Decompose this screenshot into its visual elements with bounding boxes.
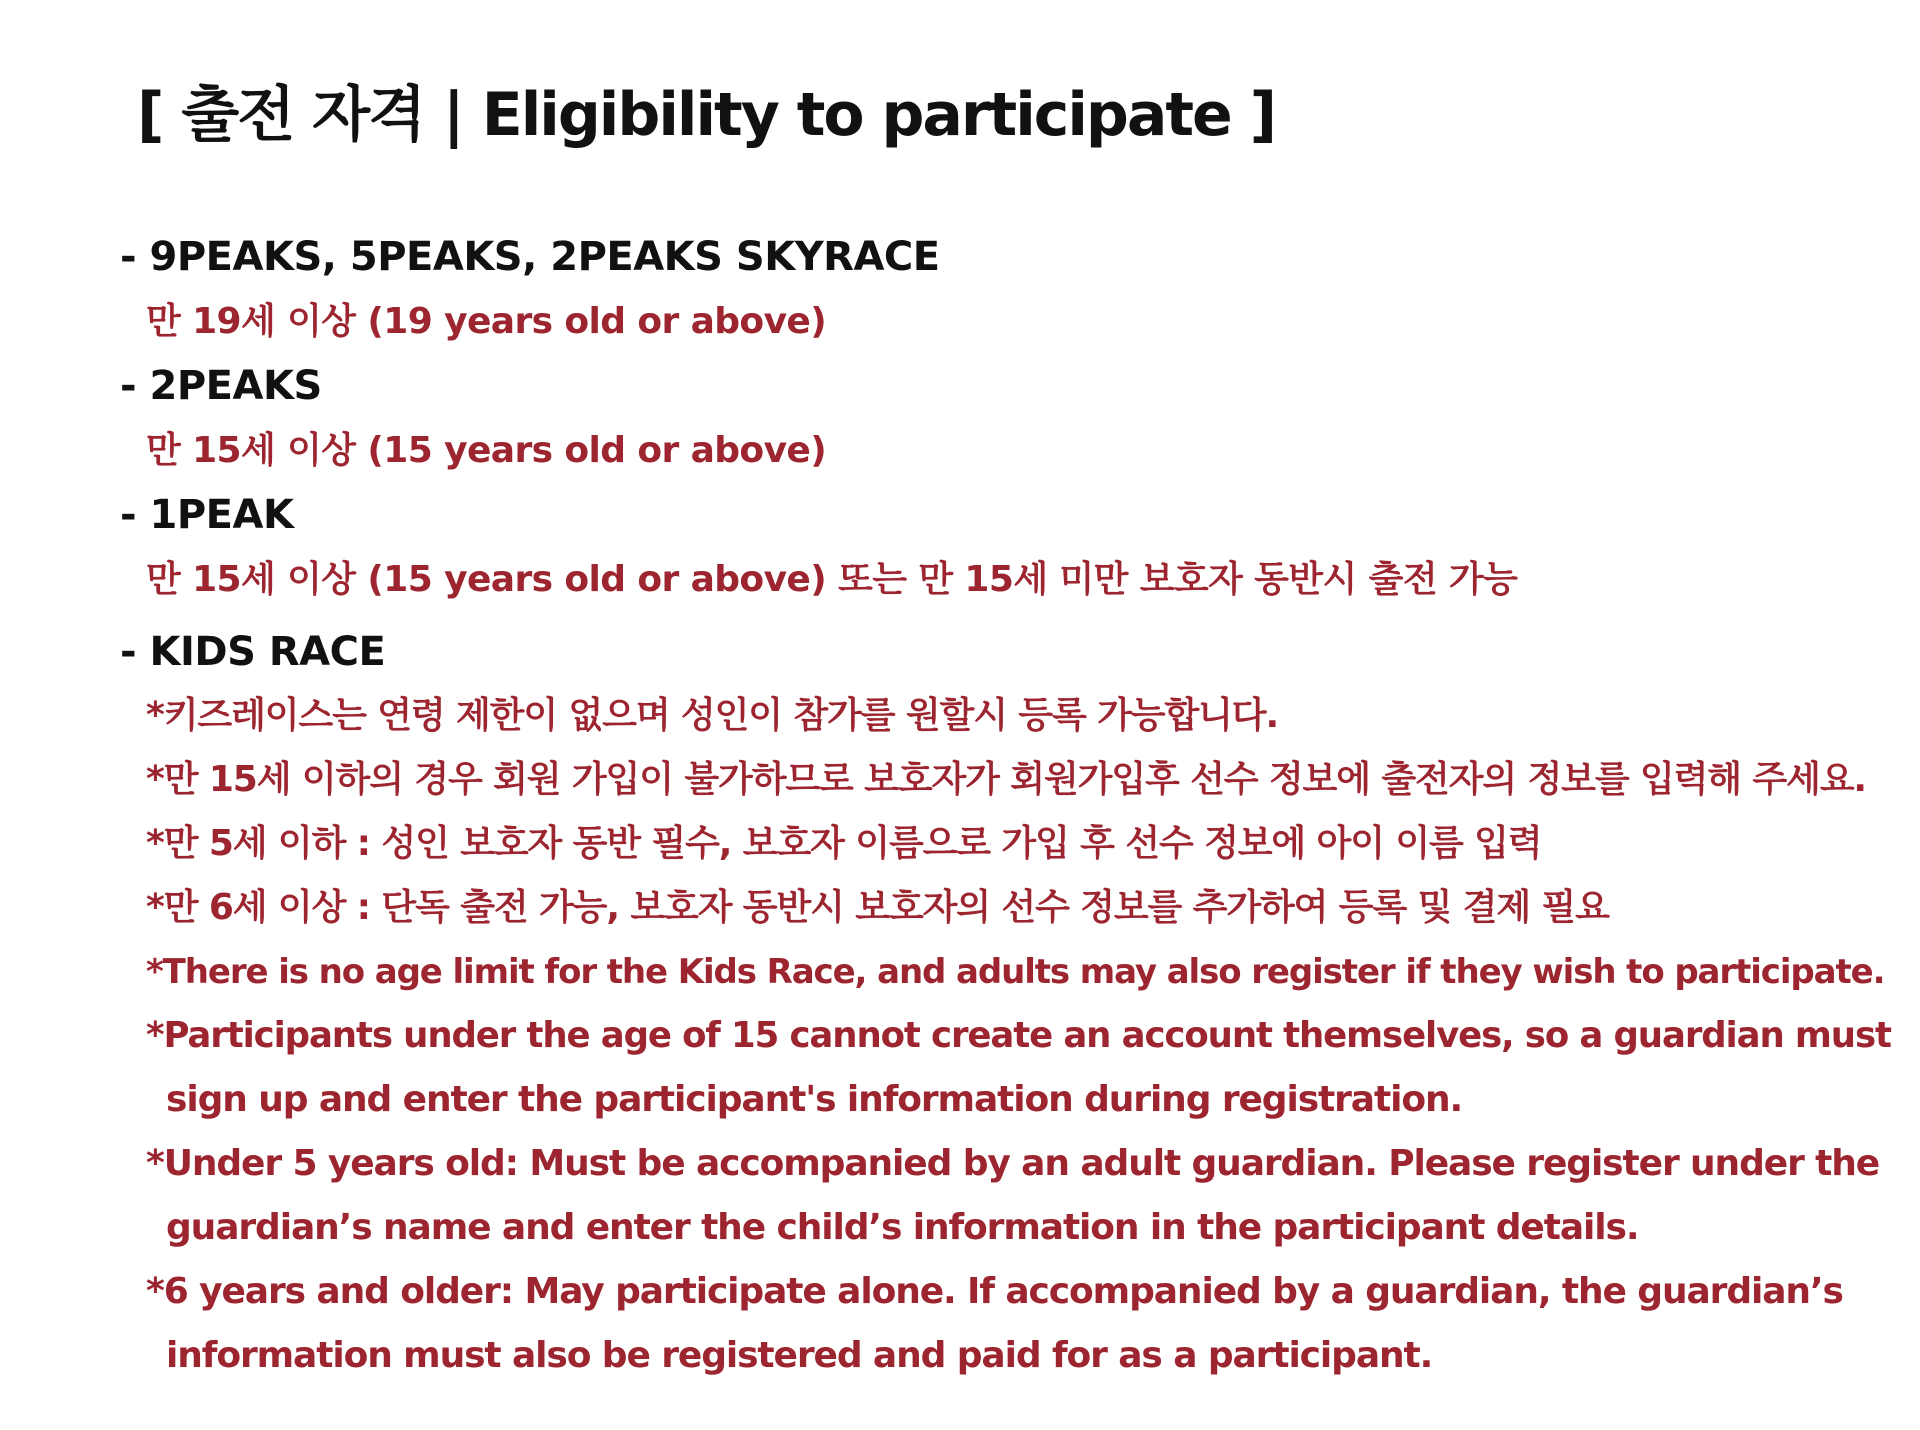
kids-note-ko-under-5: *만 5세 이하 : 성인 보호자 동반 필수, 보호자 이름으로 가입 후 선수 정보에 아이 이름 입력 xyxy=(146,823,1542,864)
kids-note-en-over-6: *6 years and older: May participate alone. If accompanied by a guardian, the guardian’s xyxy=(146,1271,1843,1312)
section-title: [ 출전 자격 | Eligibility to participate ] xyxy=(137,80,1276,150)
kids-note-en-under-5: *Under 5 years old: Must be accompanied by an adult guardian. Please register under the xyxy=(146,1143,1880,1184)
category-heading-2peaks: - 2PEAKS xyxy=(120,363,322,409)
kids-note-en-under-15-cont: sign up and enter the participant's information during registration. xyxy=(166,1079,1463,1120)
kids-note-en-under-15: *Participants under the age of 15 cannot create an account themselves, so a guardian must xyxy=(146,1015,1891,1056)
category-heading-1peak: - 1PEAK xyxy=(120,492,294,538)
kids-note-ko-under-15: *만 15세 이하의 경우 회원 가입이 불가하므로 보호자가 회원가입후 선수 정보에 출전자의 정보를 입력해 주세요. xyxy=(146,759,1867,800)
kids-note-ko-age-limit: *키즈레이스는 연령 제한이 없으며 성인이 참가를 원할시 등록 가능합니다. xyxy=(146,695,1279,736)
category-requirement-1peak: 만 15세 이상 (15 years old or above) 또는 만 15세 미만 보호자 동반시 출전 가능 xyxy=(146,559,1518,600)
category-requirement-2peaks: 만 15세 이상 (15 years old or above) xyxy=(146,430,827,471)
kids-note-en-age-limit: *There is no age limit for the Kids Race, and adults may also register if they wish to participate. xyxy=(146,952,1885,992)
category-heading-kids-race: - KIDS RACE xyxy=(120,629,386,675)
category-requirement-skyrace: 만 19세 이상 (19 years old or above) xyxy=(146,301,827,342)
kids-note-ko-over-6: *만 6세 이상 : 단독 출전 가능, 보호자 동반시 보호자의 선수 정보를 추가하여 등록 및 결제 필요 xyxy=(146,887,1609,928)
kids-note-en-over-6-cont: information must also be registered and paid for as a participant. xyxy=(166,1335,1433,1376)
kids-note-en-under-5-cont: guardian’s name and enter the child’s information in the participant details. xyxy=(166,1207,1639,1248)
category-heading-skyrace: - 9PEAKS, 5PEAKS, 2PEAKS SKYRACE xyxy=(120,234,940,280)
